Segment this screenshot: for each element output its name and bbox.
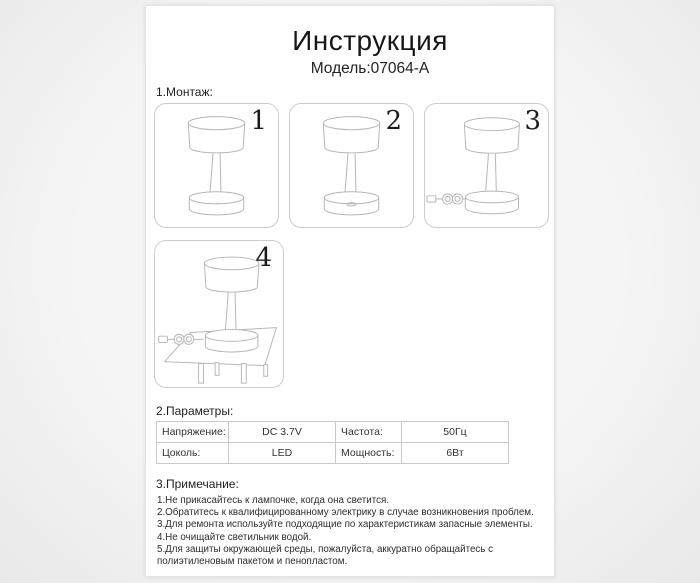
param-label: Мощность: [336, 443, 402, 464]
note-item: 1.Не прикасайтесь к лампочке, когда она светится. [157, 495, 390, 506]
param-label: Напряжение: [157, 422, 229, 443]
parameters-table [156, 421, 509, 464]
param-label: Частота: [336, 422, 402, 443]
step-number-2: 2 [385, 106, 402, 136]
notes-list [157, 495, 549, 568]
montage-heading: 1.Монтаж: [156, 85, 213, 99]
notes-heading: 3.Примечание: [156, 477, 239, 491]
table-leg [264, 365, 268, 377]
note-item: 4.Не очищайте светильник водой. [157, 531, 312, 543]
param-value: DC 3.7V [229, 422, 336, 443]
step-number-4: 4 [255, 243, 272, 273]
param-value: 6Вт [402, 443, 509, 464]
step-number-3: 3 [524, 106, 541, 136]
param-value: LED [229, 443, 336, 464]
assembly-step-4 [154, 240, 284, 388]
assembly-step-3 [424, 103, 549, 228]
table-row [157, 443, 509, 464]
page-title: Инструкция [292, 25, 448, 56]
table-leg [241, 364, 246, 383]
instruction-sheet [145, 5, 555, 577]
param-label: Цоколь: [157, 443, 229, 464]
model-label: Модель:07064-A [310, 60, 430, 77]
assembly-step-1 [154, 103, 279, 228]
table-leg [199, 364, 204, 383]
note-item: 3.Для ремонта используйте подходящие по характеристикам запасные элементы. [157, 519, 533, 531]
assembly-step-2 [289, 103, 414, 228]
note-item: 5.Для защиты окружающей среды, пожалуйста, аккуратно обращайтесь с полиэтиленовым пакетом и пенопластом. [157, 543, 494, 568]
note-item: 2.Обратитесь к квалифицированному электрику в случае возникновения проблем. [157, 507, 534, 519]
table-leg [215, 363, 219, 376]
table-row [157, 422, 509, 443]
header [186, 26, 554, 78]
param-value: 50Гц [402, 422, 509, 443]
parameters-heading: 2.Параметры: [156, 404, 234, 418]
step-number-1: 1 [250, 106, 267, 136]
